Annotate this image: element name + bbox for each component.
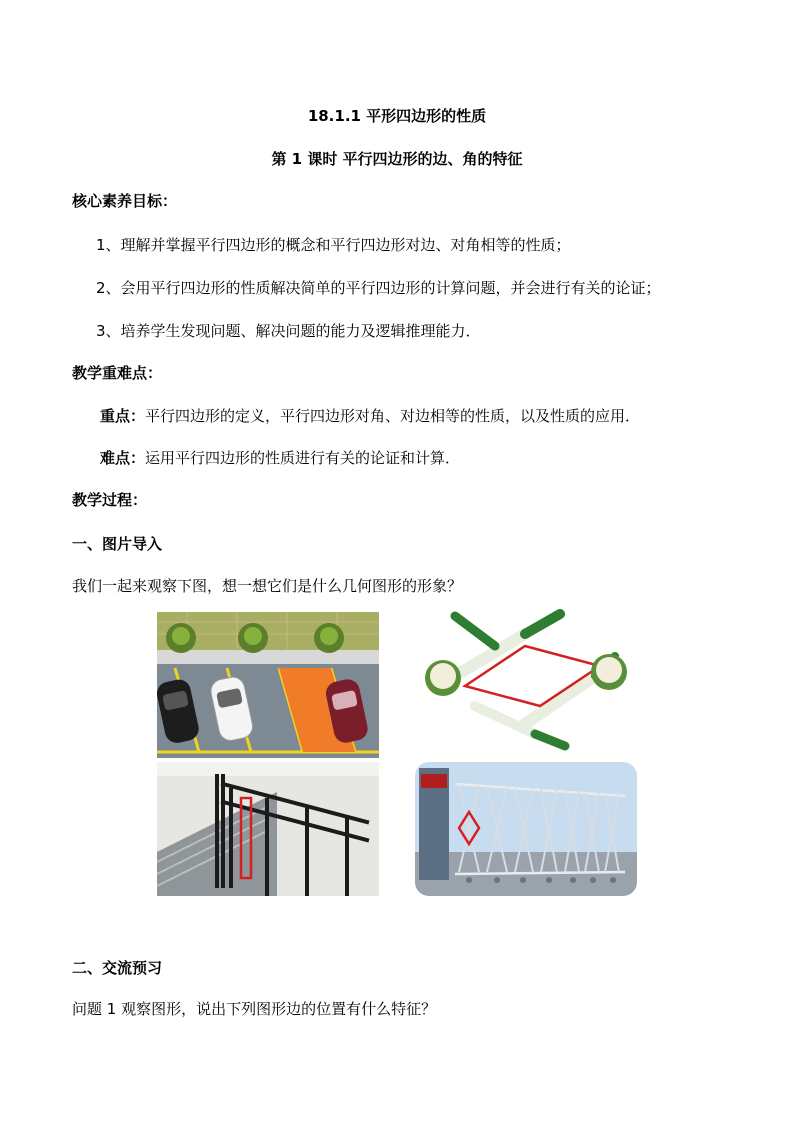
stair-railing-image xyxy=(157,762,379,896)
intro-figure xyxy=(157,606,637,896)
section1-heading: 一、图片导入 xyxy=(72,535,163,553)
document-title: 18.1.1 平形四边形的性质 xyxy=(307,107,487,125)
document-subtitle: 第 1 课时 平行四边形的边、角的特征 xyxy=(271,150,523,168)
section2-heading: 二、交流预习 xyxy=(72,959,163,977)
difficult-point-text: 运用平行四边形的性质进行有关的论证和计算． xyxy=(145,449,461,467)
key-point-text: 平行四边形的定义，平行四边形对角、对边相等的性质，以及性质的应用． xyxy=(145,407,641,425)
vegetable-parallelogram-image xyxy=(415,606,637,752)
difficult-point-label: 难点： xyxy=(100,449,146,467)
goals-heading: 核心素养目标： xyxy=(72,192,178,210)
key-point xyxy=(100,406,640,426)
goal-item-2: 2、会用平行四边形的性质解决简单的平行四边形的计算问题，并会进行有关的论证； xyxy=(96,279,661,297)
goal-item-3: 3、培养学生发现问题、解决问题的能力及逻辑推理能力． xyxy=(96,322,481,340)
process-heading: 教学过程： xyxy=(72,491,148,509)
key-difficult-heading: 教学重难点： xyxy=(72,364,163,382)
key-point-label: 重点： xyxy=(100,407,146,425)
parking-lot-image xyxy=(157,612,379,758)
difficult-point xyxy=(100,448,460,468)
section1-text: 我们一起来观察下图，想一想它们是什么几何图形的形象？ xyxy=(72,577,463,595)
goal-item-1: 1、理解并掌握平行四边形的概念和平行四边形对边、对角相等的性质； xyxy=(96,236,571,254)
question-1: 问题 1 观察图形，说出下列图形边的位置有什么特征？ xyxy=(72,1000,437,1018)
retractable-gate-image xyxy=(415,762,637,896)
